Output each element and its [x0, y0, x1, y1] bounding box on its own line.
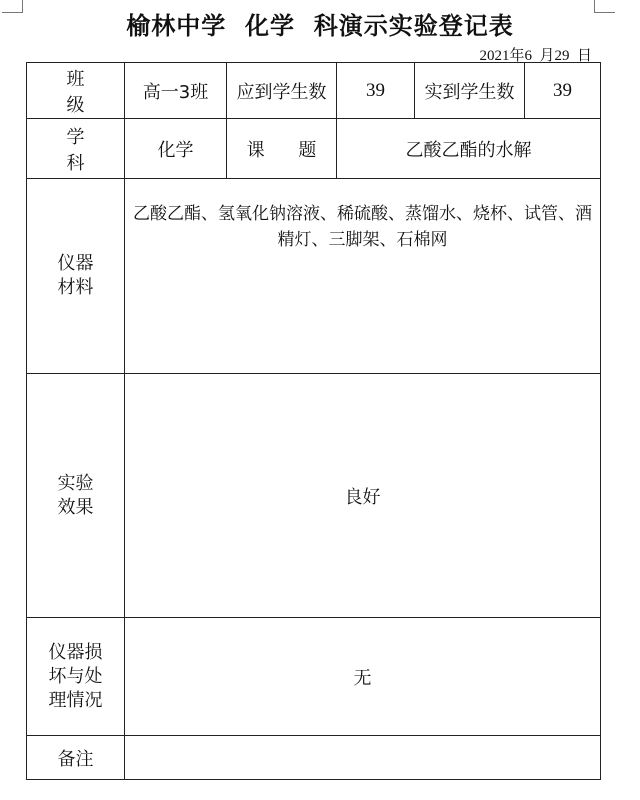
remarks-value — [125, 736, 601, 780]
damage-label — [27, 618, 125, 736]
table-row-subject — [27, 119, 601, 179]
actual-students-value: 39 — [525, 63, 601, 119]
subject-label: 学 科 — [27, 119, 125, 179]
equipment-value: 乙酸乙酯、氢氧化钠溶液、稀硫酸、蒸馏水、烧杯、试管、酒精灯、三脚架、石棉网 — [125, 179, 601, 374]
registration-table — [26, 62, 601, 780]
damage-label-line: 仪器损 — [48, 641, 103, 663]
expected-students-label: 应到学生数 — [227, 63, 337, 119]
table-row-result — [27, 374, 601, 618]
result-value: 良好 — [125, 374, 601, 618]
result-label — [27, 374, 125, 618]
topic-label: 课 题 — [227, 119, 337, 179]
topic-value: 乙酸乙酯的水解 — [337, 119, 601, 179]
actual-students-label: 实到学生数 — [415, 63, 525, 119]
remarks-label: 备注 — [27, 736, 125, 780]
equipment-label — [27, 179, 125, 374]
equipment-label-line: 仪器 — [57, 253, 94, 274]
table-row-damage — [27, 618, 601, 736]
class-label: 班 级 — [27, 63, 125, 119]
damage-label-line: 坏与处 — [48, 665, 103, 687]
damage-label-line: 理情况 — [48, 689, 103, 711]
table-row-equipment — [27, 179, 601, 374]
result-label-line: 实验 — [57, 472, 94, 494]
equipment-label-line: 材料 — [57, 277, 94, 298]
table-row-remarks — [27, 736, 601, 780]
table-row-class — [27, 63, 601, 119]
subject-value: 化学 — [125, 119, 227, 179]
expected-students-value: 39 — [337, 63, 415, 119]
damage-value: 无 — [125, 618, 601, 736]
form-date: 2021年6 月29 日 — [479, 48, 592, 64]
result-label-line: 效果 — [57, 496, 94, 518]
class-value: 高一3班 — [125, 63, 227, 119]
form-title: 榆林中学 化学 科演示实验登记表 — [126, 12, 514, 40]
